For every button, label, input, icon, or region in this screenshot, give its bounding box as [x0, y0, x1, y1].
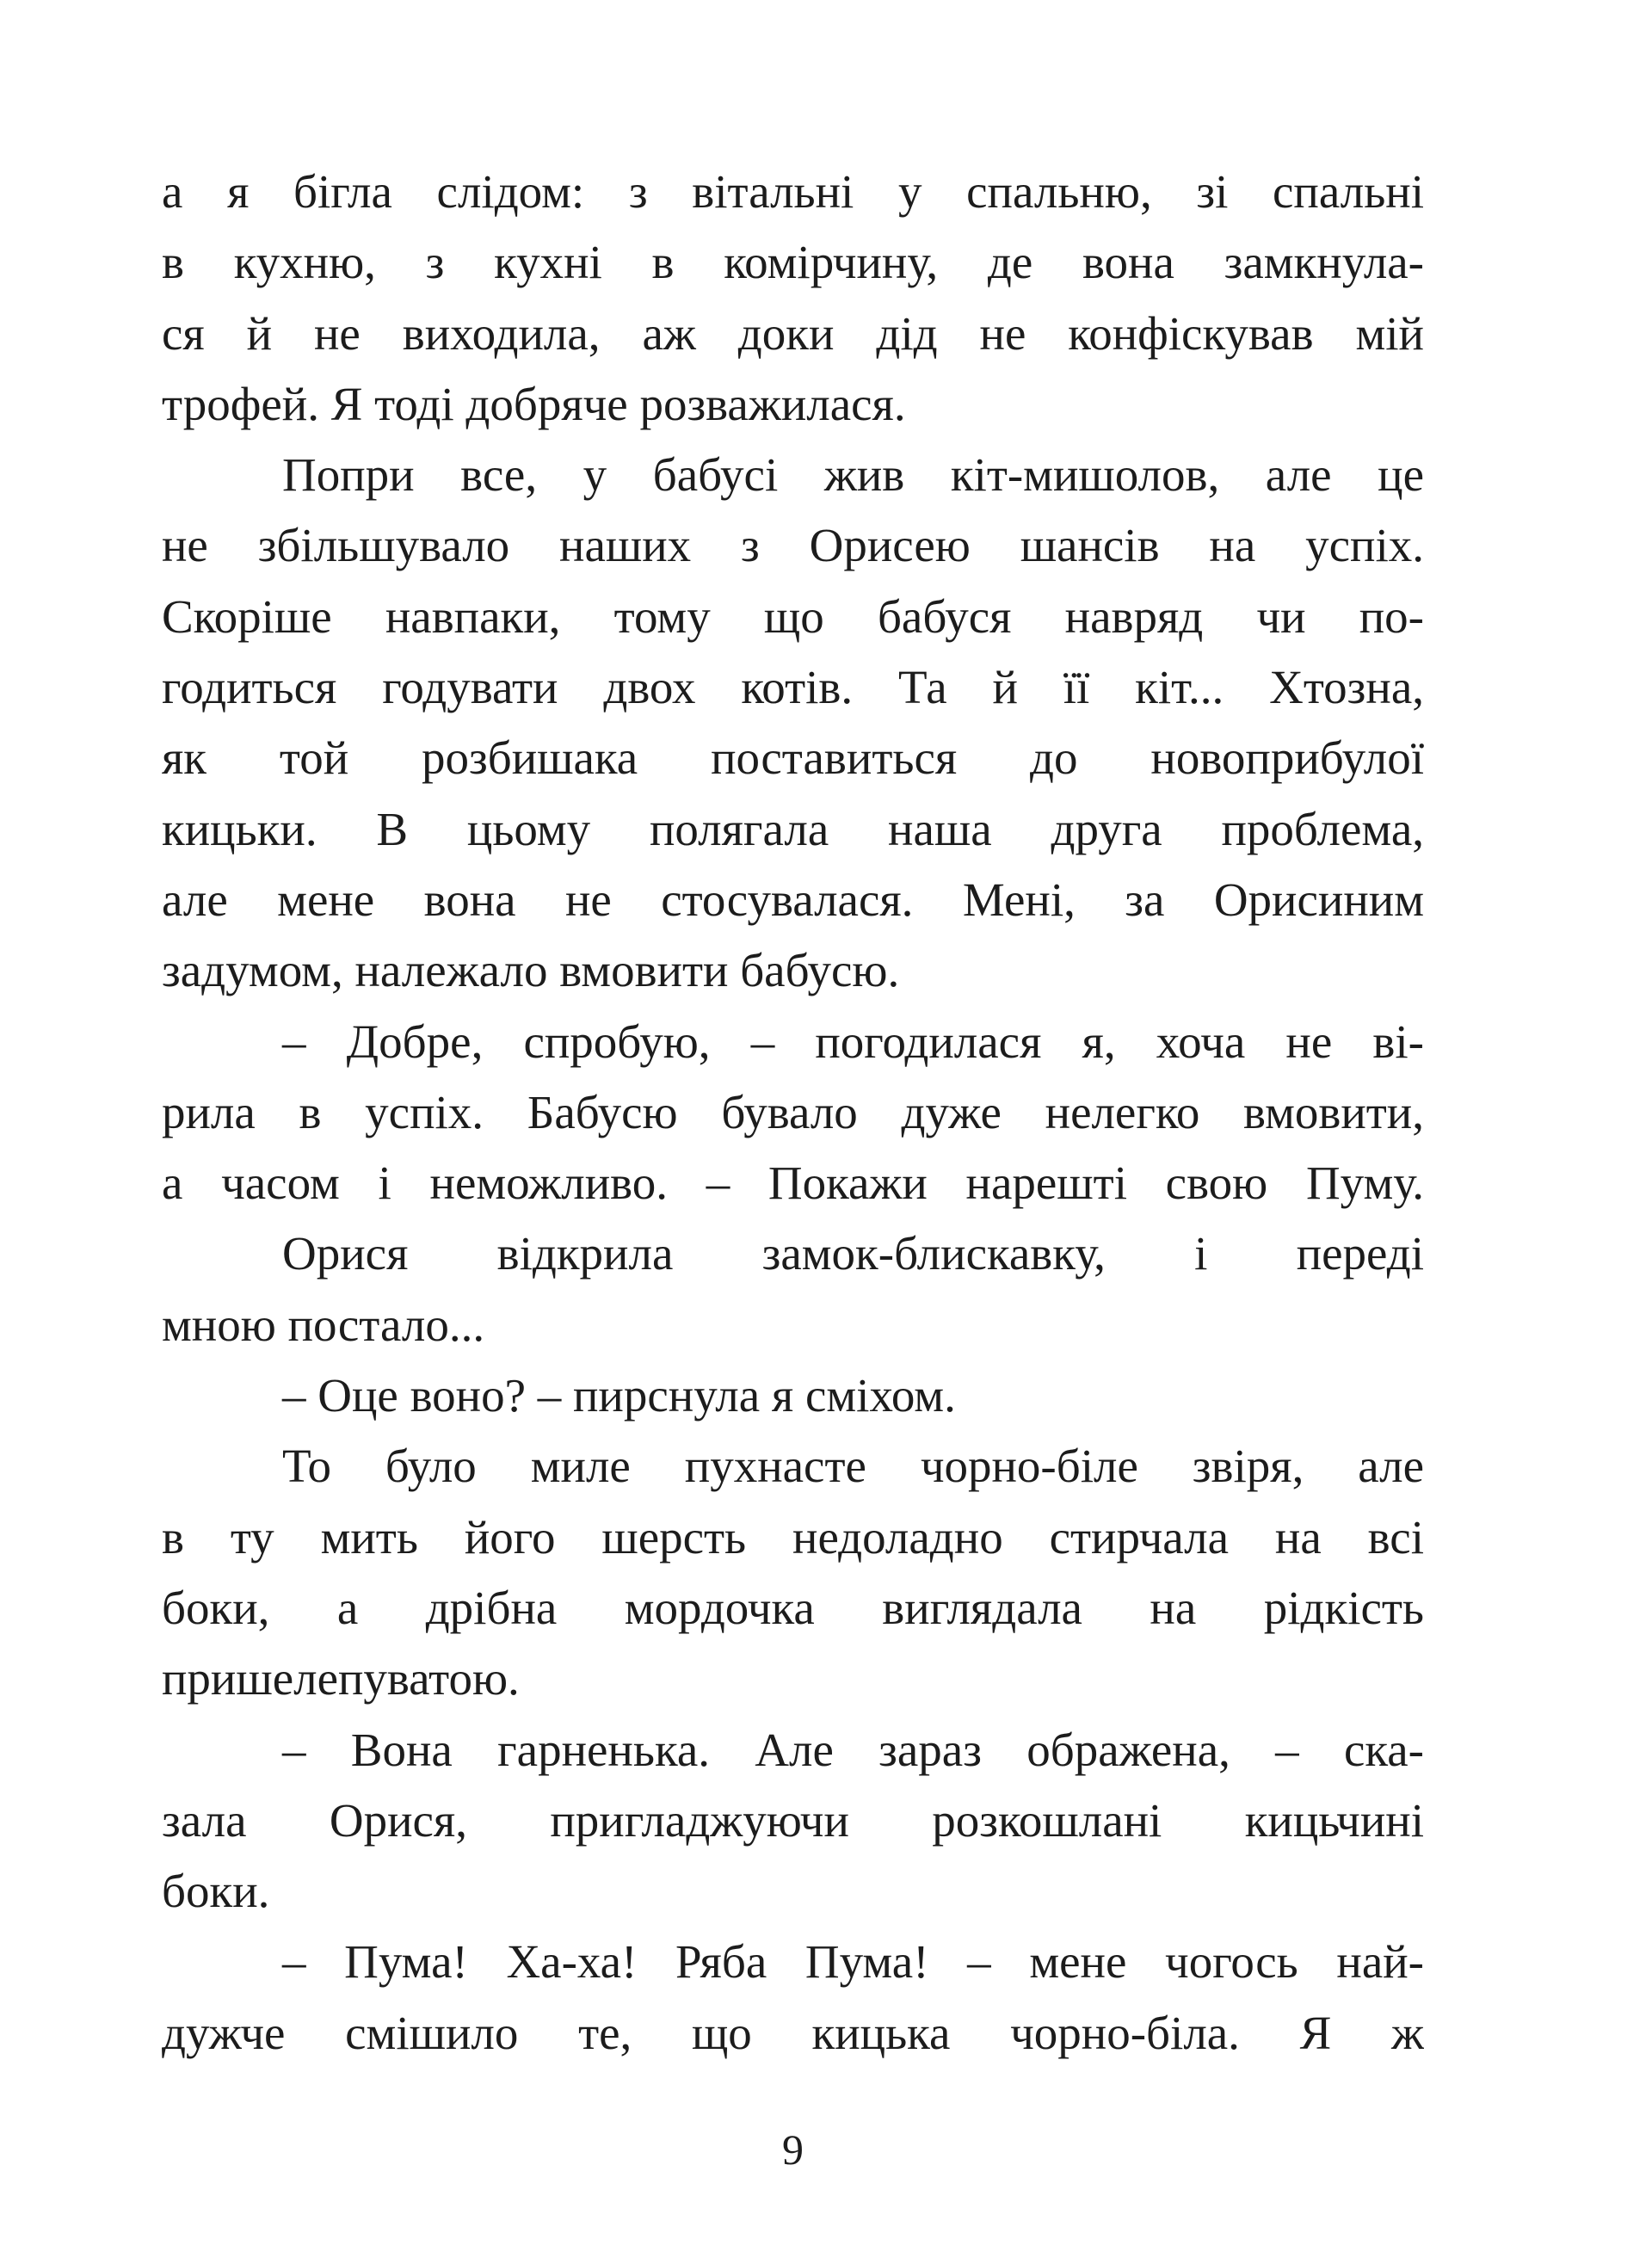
text-line: як той розбишака поставиться до новоприбулої: [162, 731, 1424, 785]
text-line: задумом, належало вмовити бабусю.: [162, 944, 900, 997]
text-line: в ту мить його шерсть недоладно стирчала на всі: [162, 1510, 1424, 1563]
paragraph: [162, 1431, 1424, 1714]
text-line: а я бігла слідом: з вітальні у спальню, зі спальні: [162, 165, 1424, 218]
text-line: годиться годувати двох котів. Та й її кіт... Хтозна,: [162, 661, 1424, 714]
text-line: – Оце воно? – пирснула я сміхом.: [282, 1369, 956, 1422]
paragraph: [162, 1007, 1424, 1219]
text-line: Скоріше навпаки, тому що бабуся навряд чи по-: [162, 589, 1424, 643]
text-line: зала Орися, пригладжуючи розкошлані кицьчині: [162, 1793, 1424, 1847]
paragraph: [162, 1715, 1424, 1927]
page-number: 9: [782, 2125, 804, 2174]
text-line: ся й не виходила, аж доки дід не конфіскував мій: [162, 306, 1424, 360]
text-line: але мене вона не стосувалася. Мені, за Орисиним: [162, 873, 1424, 926]
text-line: рила в успіх. Бабусю бувало дуже нелегко вмовити,: [162, 1085, 1424, 1138]
paragraph: [162, 440, 1424, 1006]
text-line: боки.: [162, 1865, 270, 1918]
paragraph: [162, 1927, 1424, 2069]
text-line: не збільшувало наших з Орисею шансів на успіх.: [162, 519, 1424, 572]
text-line: в кухню, з кухні в комірчину, де вона замкнула-: [162, 236, 1424, 289]
paragraph: [162, 1360, 1424, 1431]
text-line: Орися відкрила замок-блискавку, і переді: [282, 1227, 1424, 1280]
text-line: кицьки. В цьому полягала наша друга проблема,: [162, 802, 1424, 855]
text-line: трофей. Я тоді добряче розважилася.: [162, 377, 906, 430]
text-line: – Пума! Ха-ха! Ряба Пума! – мене чогось най-: [282, 1935, 1424, 1989]
paragraph: [162, 1218, 1424, 1360]
text-line: – Добре, спробую, – погодилася я, хоча не ві-: [282, 1015, 1424, 1068]
text-line: – Вона гарненька. Але зараз ображена, – ска-: [282, 1723, 1424, 1776]
paragraph: [162, 157, 1424, 440]
text-line: пришелепуватою.: [162, 1652, 520, 1705]
text-line: Попри все, у бабусі жив кіт-мишолов, але це: [282, 448, 1424, 502]
text-line: То було миле пухнасте чорно-біле звіря, але: [282, 1440, 1424, 1493]
text-line: мною постало...: [162, 1298, 485, 1351]
text-line: а часом і неможливо. – Покажи нарешті свою Пуму.: [162, 1156, 1424, 1210]
body-text: [162, 157, 1424, 2069]
text-line: боки, а дрібна мордочка виглядала на рідкість: [162, 1581, 1424, 1634]
text-line: дужче смішило те, що кицька чорно-біла. Я ж: [162, 2006, 1424, 2059]
